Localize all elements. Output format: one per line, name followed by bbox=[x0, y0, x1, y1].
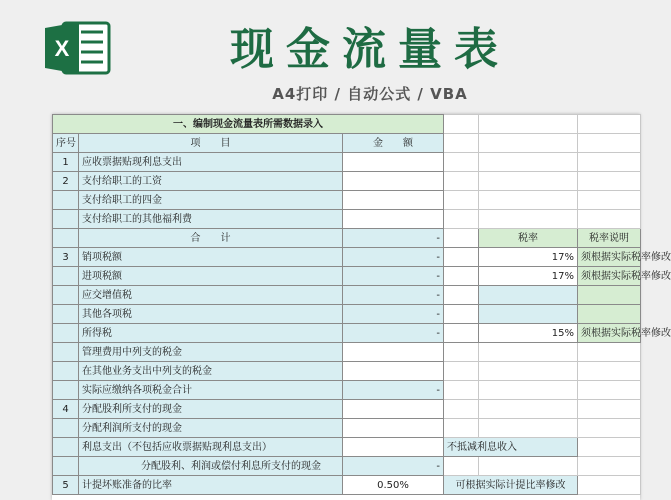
row-seq[interactable]: 3 bbox=[53, 248, 79, 267]
table-row bbox=[53, 172, 641, 191]
row-item[interactable]: 进项税额 bbox=[79, 267, 343, 286]
row-amount[interactable]: - bbox=[343, 286, 444, 305]
tax-note-cell[interactable]: 须根据实际税率修改 bbox=[578, 324, 641, 343]
table-row bbox=[53, 438, 641, 457]
row-item[interactable]: 分配股利、利润或偿付利息所支付的现金 bbox=[79, 457, 343, 476]
row-amount[interactable] bbox=[343, 343, 444, 362]
row-item[interactable]: 支付给职工的工资 bbox=[79, 172, 343, 191]
col-header-item[interactable]: 项 目 bbox=[79, 134, 343, 153]
row-amount[interactable]: - bbox=[343, 229, 444, 248]
row-item[interactable]: 其他各项税 bbox=[79, 305, 343, 324]
tax-rate-cell[interactable]: 17% bbox=[479, 267, 578, 286]
row-amount[interactable]: - bbox=[343, 267, 444, 286]
row-item[interactable]: 分配利润所支付的现金 bbox=[79, 419, 343, 438]
row-amount[interactable] bbox=[343, 191, 444, 210]
row-seq[interactable] bbox=[53, 229, 79, 248]
row-amount[interactable] bbox=[343, 362, 444, 381]
row-seq[interactable]: 1 bbox=[53, 153, 79, 172]
row-amount[interactable]: - bbox=[343, 305, 444, 324]
page-subtitle: A4打印 / 自动公式 / VBA bbox=[272, 85, 468, 103]
tax-note-cell[interactable]: 须根据实际税率修改 bbox=[578, 267, 641, 286]
row-seq[interactable] bbox=[53, 438, 79, 457]
row-seq[interactable] bbox=[53, 305, 79, 324]
row-seq[interactable] bbox=[53, 362, 79, 381]
table-row bbox=[53, 229, 641, 248]
logo-letter: X bbox=[54, 36, 70, 61]
table-row bbox=[53, 305, 641, 324]
tax-note-header[interactable]: 税率说明 bbox=[578, 229, 641, 248]
row-seq[interactable] bbox=[53, 267, 79, 286]
table-row bbox=[53, 153, 641, 172]
col-header-seq[interactable]: 序号 bbox=[53, 134, 79, 153]
row-amount[interactable] bbox=[343, 210, 444, 229]
row-amount[interactable] bbox=[343, 153, 444, 172]
table-row bbox=[53, 286, 641, 305]
row-item[interactable]: 管理费用中列支的税金 bbox=[79, 343, 343, 362]
table-row bbox=[53, 324, 641, 343]
page-title: 现金流量表 bbox=[230, 24, 510, 75]
row-seq[interactable] bbox=[53, 324, 79, 343]
row-seq[interactable] bbox=[53, 419, 79, 438]
table-row bbox=[53, 381, 641, 400]
row-seq[interactable]: 5 bbox=[53, 476, 79, 495]
tax-rate-header[interactable]: 税率 bbox=[479, 229, 578, 248]
row-note[interactable]: 不抵减利息收入 bbox=[444, 438, 578, 457]
row-seq[interactable]: 4 bbox=[53, 400, 79, 419]
row-item[interactable]: 合 计 bbox=[79, 229, 343, 248]
row-amount[interactable] bbox=[343, 438, 444, 457]
row-item[interactable]: 实际应缴纳各项税金合计 bbox=[79, 381, 343, 400]
row-item[interactable]: 支付给职工的四金 bbox=[79, 191, 343, 210]
row-seq[interactable] bbox=[53, 286, 79, 305]
row-seq[interactable]: 2 bbox=[53, 172, 79, 191]
table-row bbox=[53, 267, 641, 286]
section-title[interactable]: 一、编制现金流量表所需数据录入 bbox=[53, 115, 444, 134]
row-item[interactable]: 在其他业务支出中列支的税金 bbox=[79, 362, 343, 381]
spreadsheet bbox=[52, 114, 671, 500]
row-amount[interactable] bbox=[343, 400, 444, 419]
tax-rate-cell[interactable]: 15% bbox=[479, 324, 578, 343]
row-amount[interactable]: - bbox=[343, 457, 444, 476]
row-amount[interactable]: - bbox=[343, 248, 444, 267]
table-row bbox=[53, 191, 641, 210]
excel-logo-icon bbox=[43, 20, 111, 76]
col-header-amount[interactable]: 金 额 bbox=[343, 134, 444, 153]
row-amount[interactable] bbox=[343, 419, 444, 438]
table-row bbox=[53, 400, 641, 419]
table-row bbox=[53, 476, 641, 495]
row-seq[interactable] bbox=[53, 191, 79, 210]
table-row bbox=[53, 419, 641, 438]
row-item[interactable]: 利息支出（不包括应收票据贴现利息支出） bbox=[79, 438, 343, 457]
table-row bbox=[53, 248, 641, 267]
table-row bbox=[53, 343, 641, 362]
tax-note-cell[interactable]: 须根据实际税率修改 bbox=[578, 248, 641, 267]
tax-rate-cell[interactable]: 17% bbox=[479, 248, 578, 267]
row-item[interactable]: 所得税 bbox=[79, 324, 343, 343]
row-item[interactable]: 应收票据贴现利息支出 bbox=[79, 153, 343, 172]
table-row bbox=[53, 210, 641, 229]
row-seq[interactable] bbox=[53, 457, 79, 476]
row-item[interactable]: 支付给职工的其他福利费 bbox=[79, 210, 343, 229]
row-item[interactable]: 销项税额 bbox=[79, 248, 343, 267]
row-seq[interactable] bbox=[53, 381, 79, 400]
row-amount[interactable]: - bbox=[343, 324, 444, 343]
row-note[interactable]: 可根据实际计提比率修改 bbox=[444, 476, 578, 495]
row-amount[interactable]: - bbox=[343, 381, 444, 400]
data-entry-table bbox=[52, 114, 671, 495]
row-item[interactable]: 计提坏账准备的比率 bbox=[79, 476, 343, 495]
row-item[interactable]: 应交增值税 bbox=[79, 286, 343, 305]
row-amount[interactable]: 0.50% bbox=[343, 476, 444, 495]
table-row bbox=[53, 457, 641, 476]
row-seq[interactable] bbox=[53, 343, 79, 362]
row-seq[interactable] bbox=[53, 210, 79, 229]
row-item[interactable]: 分配股利所支付的现金 bbox=[79, 400, 343, 419]
row-amount[interactable] bbox=[343, 172, 444, 191]
table-row bbox=[53, 362, 641, 381]
